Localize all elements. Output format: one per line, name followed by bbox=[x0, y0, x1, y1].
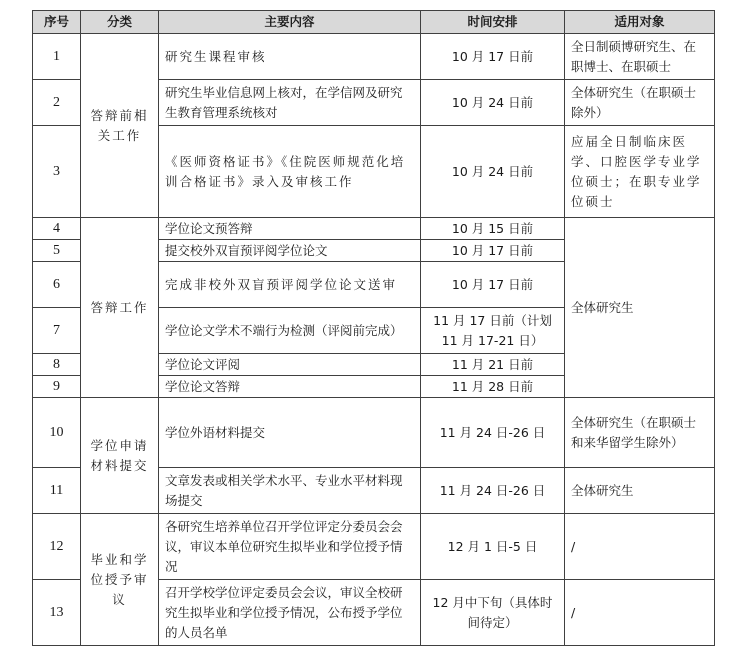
row-time: 12 月 1 日-5 日 bbox=[421, 514, 565, 580]
row-no: 4 bbox=[33, 218, 81, 240]
row-no: 7 bbox=[33, 308, 81, 354]
category-cell: 毕业和学位授予审议 bbox=[81, 514, 159, 646]
category-cell: 答辩工作 bbox=[81, 218, 159, 398]
row-time: 10 月 15 日前 bbox=[421, 218, 565, 240]
header-content: 主要内容 bbox=[159, 11, 421, 34]
row-content: 研究生毕业信息网上核对，在学信网及研究生教育管理系统核对 bbox=[159, 80, 421, 126]
row-time: 10 月 17 日前 bbox=[421, 262, 565, 308]
schedule-table bbox=[32, 10, 715, 646]
row-no: 8 bbox=[33, 354, 81, 376]
row-content: 学位外语材料提交 bbox=[159, 398, 421, 468]
table-row bbox=[33, 34, 715, 80]
row-target: / bbox=[565, 514, 715, 580]
row-no: 1 bbox=[33, 34, 81, 80]
row-time: 11 月 24 日-26 日 bbox=[421, 468, 565, 514]
row-target: 应届全日制临床医学、口腔医学专业学位硕士；在职专业学位硕士 bbox=[565, 126, 715, 218]
row-time: 10 月 17 日前 bbox=[421, 240, 565, 262]
row-content: 各研究生培养单位召开学位评定分委员会会议，审议本单位研究生拟毕业和学位授予情况 bbox=[159, 514, 421, 580]
row-content: 学位论文预答辩 bbox=[159, 218, 421, 240]
row-content: 文章发表或相关学术水平、专业水平材料现场提交 bbox=[159, 468, 421, 514]
row-target: 全日制硕博研究生、在职博士、在职硕士 bbox=[565, 34, 715, 80]
header-row bbox=[33, 11, 715, 34]
table-row bbox=[33, 218, 715, 240]
row-no: 9 bbox=[33, 376, 81, 398]
header-target: 适用对象 bbox=[565, 11, 715, 34]
row-time: 11 月 17 日前（计划 11 月 17-21 日） bbox=[421, 308, 565, 354]
header-no: 序号 bbox=[33, 11, 81, 34]
category-cell: 学位申请材料提交 bbox=[81, 398, 159, 514]
row-time: 10 月 17 日前 bbox=[421, 34, 565, 80]
row-time: 10 月 24 日前 bbox=[421, 126, 565, 218]
row-target: 全体研究生（在职硕士和来华留学生除外） bbox=[565, 398, 715, 468]
row-no: 3 bbox=[33, 126, 81, 218]
row-target: 全体研究生 bbox=[565, 218, 715, 398]
row-content: 提交校外双盲预评阅学位论文 bbox=[159, 240, 421, 262]
table-row bbox=[33, 514, 715, 580]
row-no: 5 bbox=[33, 240, 81, 262]
row-time: 11 月 21 日前 bbox=[421, 354, 565, 376]
row-time: 10 月 24 日前 bbox=[421, 80, 565, 126]
header-time: 时间安排 bbox=[421, 11, 565, 34]
row-no: 2 bbox=[33, 80, 81, 126]
row-content: 《医师资格证书》《住院医师规范化培训合格证书》录入及审核工作 bbox=[159, 126, 421, 218]
row-content: 召开学校学位评定委员会会议，审议全校研究生拟毕业和学位授予情况，公布授予学位的人员名单 bbox=[159, 580, 421, 646]
row-time: 11 月 28 日前 bbox=[421, 376, 565, 398]
category-cell: 答辩前相关工作 bbox=[81, 34, 159, 218]
row-no: 10 bbox=[33, 398, 81, 468]
row-target: / bbox=[565, 580, 715, 646]
row-content: 学位论文评阅 bbox=[159, 354, 421, 376]
table-row bbox=[33, 398, 715, 468]
row-no: 12 bbox=[33, 514, 81, 580]
row-no: 6 bbox=[33, 262, 81, 308]
row-target: 全体研究生 bbox=[565, 468, 715, 514]
row-no: 11 bbox=[33, 468, 81, 514]
row-target: 全体研究生（在职硕士除外） bbox=[565, 80, 715, 126]
row-no: 13 bbox=[33, 580, 81, 646]
row-content: 学位论文答辩 bbox=[159, 376, 421, 398]
row-content: 完成非校外双盲预评阅学位论文送审 bbox=[159, 262, 421, 308]
row-time: 12 月中下旬（具体时间待定） bbox=[421, 580, 565, 646]
row-content: 研究生课程审核 bbox=[159, 34, 421, 80]
row-content: 学位论文学术不端行为检测（评阅前完成） bbox=[159, 308, 421, 354]
row-time: 11 月 24 日-26 日 bbox=[421, 398, 565, 468]
header-category: 分类 bbox=[81, 11, 159, 34]
